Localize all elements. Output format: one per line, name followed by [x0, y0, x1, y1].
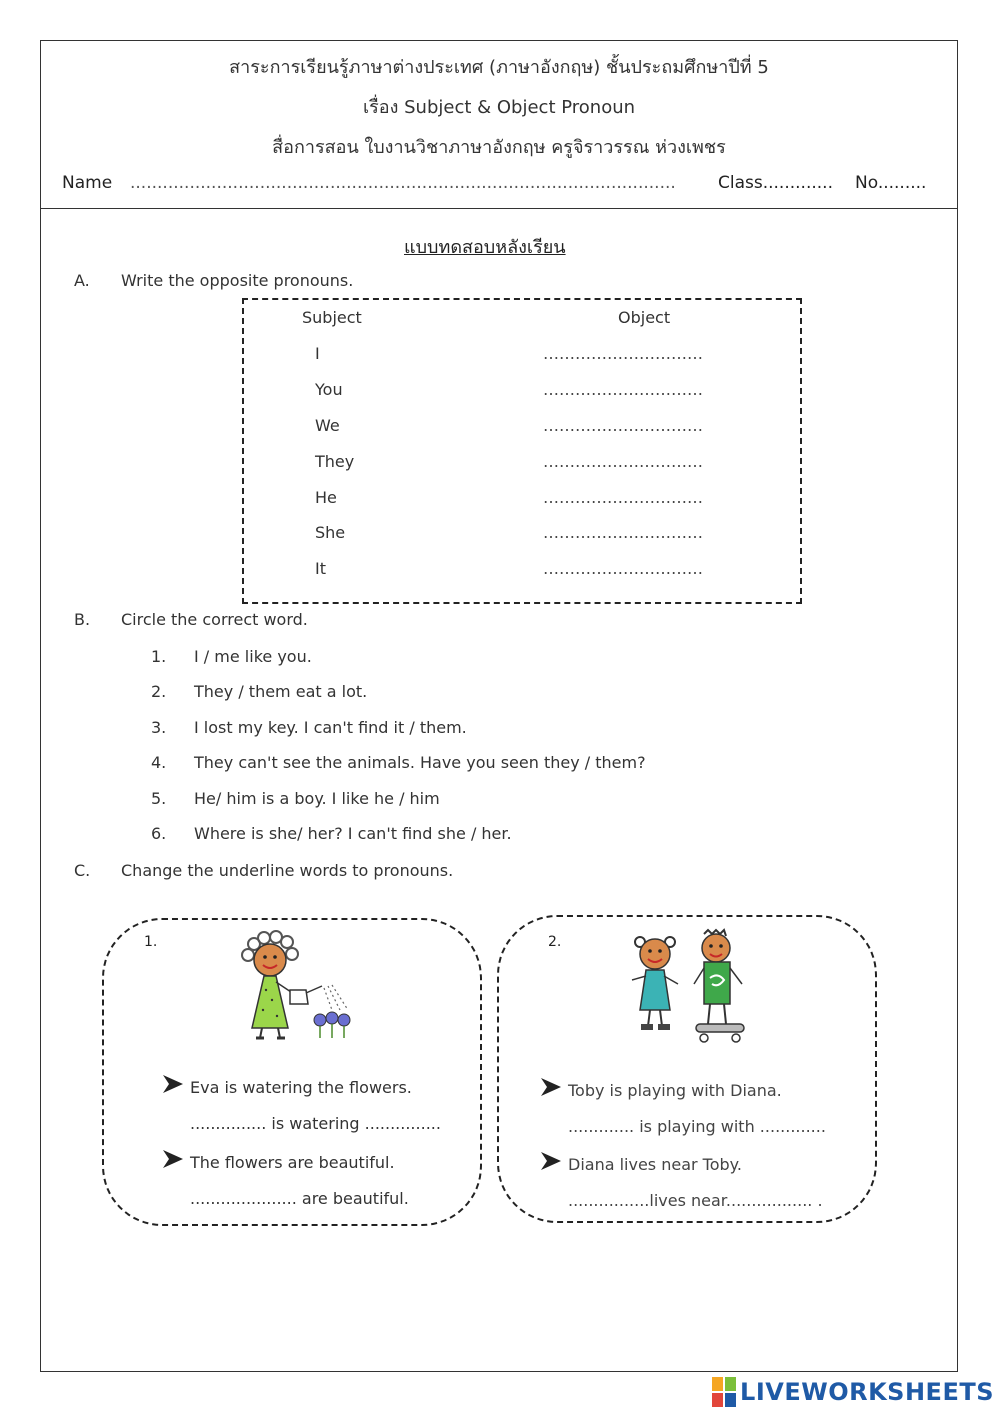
item-number: 6. [151, 824, 167, 843]
card2-answer-2[interactable]: ................lives near................. . [568, 1191, 823, 1210]
header-divider [40, 208, 958, 209]
boy-and-girl-illustration [626, 928, 766, 1046]
number-input[interactable]: No......... [855, 173, 927, 193]
card1-answer-1[interactable]: ............... is watering ............... [190, 1114, 441, 1133]
circle-word-sentence[interactable]: They can't see the animals. Have you seen they / them? [194, 753, 646, 772]
card1-answer-2[interactable]: ..................... are beautiful. [190, 1189, 409, 1208]
object-answer-blank[interactable]: ………………………… [543, 452, 703, 471]
item-number: 1. [151, 647, 167, 666]
object-answer-blank[interactable]: ………………………… [543, 380, 703, 399]
liveworksheets-logo-icon [712, 1377, 736, 1407]
subject-pronoun: They [315, 452, 355, 471]
circle-word-sentence[interactable]: They / them eat a lot. [194, 682, 368, 701]
item-number: 4. [151, 753, 167, 772]
circle-word-sentence[interactable]: I / me like you. [194, 647, 312, 666]
section-b-instruction: Circle the correct word. [121, 610, 308, 629]
name-input[interactable]: ..................................................................................................... [130, 173, 676, 193]
subject-pronoun: He [315, 488, 337, 507]
item-number: 2. [151, 682, 167, 701]
card1-sentence-1: Eva is watering the flowers. [190, 1078, 412, 1097]
subject-pronoun: You [315, 380, 343, 399]
arrow-bullet-icon [162, 1074, 184, 1094]
liveworksheets-logo-text: LIVEWORKSHEETS [740, 1378, 994, 1406]
arrow-bullet-icon [162, 1149, 184, 1169]
circle-word-sentence[interactable]: Where is she/ her? I can't find she / her. [194, 824, 512, 843]
header-line-subject: สาระการเรียนรู้ภาษาต่างประเทศ (ภาษาอังกฤษ) ชั้นประถมศึกษาปีที่ 5 [229, 57, 769, 78]
object-answer-blank[interactable]: ………………………… [543, 416, 703, 435]
card2-sentence-1: Toby is playing with Diana. [568, 1081, 782, 1100]
section-a-instruction: Write the opposite pronouns. [121, 271, 354, 290]
object-column-header: Object [618, 308, 671, 327]
header-line-topic: เรื่อง Subject & Object Pronoun [362, 97, 636, 118]
item-number: 5. [151, 789, 167, 808]
circle-word-sentence[interactable]: He/ him is a boy. I like he / him [194, 789, 440, 808]
section-c-letter: C. [74, 861, 91, 880]
header-line-teacher: สื่อการสอน ใบงานวิชาภาษาอังกฤษ ครูจิราวรรณ ห่วงเพชร [272, 137, 726, 158]
subject-pronoun: It [315, 559, 326, 578]
object-answer-blank[interactable]: ………………………… [543, 488, 703, 507]
subject-pronoun: I [315, 344, 320, 363]
liveworksheets-logo[interactable] [712, 1375, 994, 1409]
name-label: Name [62, 173, 113, 193]
item-number: 3. [151, 718, 167, 737]
subject-pronoun: She [315, 523, 346, 542]
test-title: แบบทดสอบหลังเรียน [404, 237, 566, 258]
section-c-instruction: Change the underline words to pronouns. [121, 861, 454, 880]
card-number: 1. [144, 934, 158, 950]
arrow-bullet-icon [540, 1077, 562, 1097]
object-answer-blank[interactable]: ………………………… [543, 559, 703, 578]
object-answer-blank[interactable]: ………………………… [543, 344, 703, 363]
subject-pronoun: We [315, 416, 340, 435]
pronoun-table-box [242, 298, 802, 604]
circle-word-sentence[interactable]: I lost my key. I can't find it / them. [194, 718, 467, 737]
subject-column-header: Subject [302, 308, 362, 327]
class-input[interactable]: Class............. [718, 173, 833, 193]
card2-sentence-2: Diana lives near Toby. [568, 1155, 742, 1174]
card1-sentence-2: The flowers are beautiful. [190, 1153, 395, 1172]
card2-answer-1[interactable]: ............. is playing with ............. [568, 1117, 826, 1136]
card-number: 2. [548, 934, 562, 950]
object-answer-blank[interactable]: ………………………… [543, 523, 703, 542]
arrow-bullet-icon [540, 1151, 562, 1171]
section-a-letter: A. [74, 271, 90, 290]
section-b-letter: B. [74, 610, 91, 629]
girl-watering-flowers-illustration [232, 930, 362, 1042]
